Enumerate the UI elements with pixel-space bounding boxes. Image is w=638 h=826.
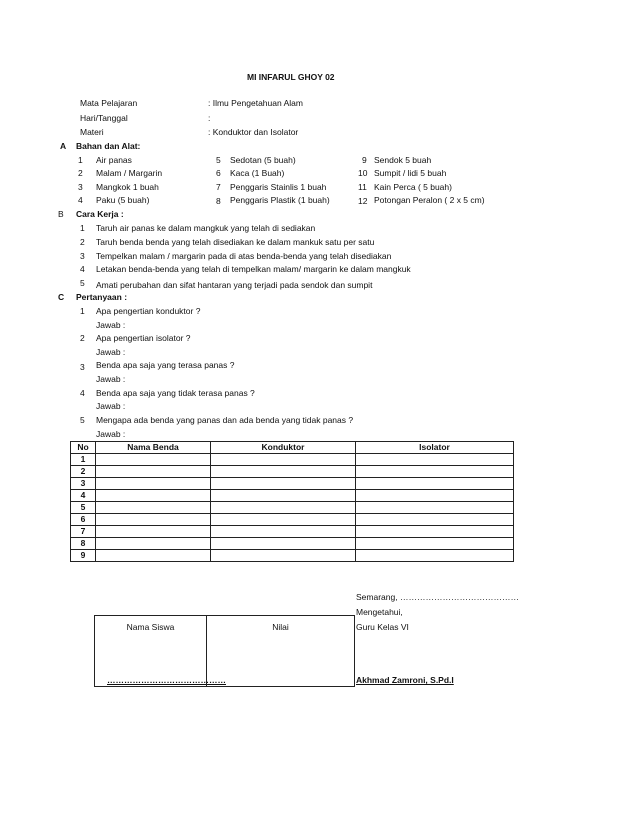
section-c-heading: Pertanyaan : [76,292,128,302]
table-row [71,550,514,562]
material-item: Kaca (1 Buah) [230,168,285,178]
insulator-cell[interactable] [356,490,514,502]
table-row [71,514,514,526]
material-num: 5 [216,155,221,165]
insulator-cell[interactable] [356,538,514,550]
material-item: Mangkok 1 buah [96,182,159,192]
material-item: Sendok 5 buah [374,155,432,165]
question-text: Apa pengertian konduktor ? [96,306,201,316]
material-item: Potongan Peralon ( 2 x 5 cm) [374,195,485,205]
row-number: 9 [71,550,96,562]
answer-label: Jawab : [96,320,126,330]
row-number: 7 [71,526,96,538]
place-date: Semarang, …………………………………… [356,592,519,602]
step-num: 4 [80,264,85,274]
material-item: Sumpit / lidi 5 buah [374,168,447,178]
question-num: 4 [80,388,85,398]
score-box[interactable] [206,615,355,687]
insulator-cell[interactable] [356,478,514,490]
date-label: Hari/Tanggal [80,113,128,123]
conductor-cell[interactable] [211,550,356,562]
name-cell[interactable] [96,490,211,502]
score-label: Nilai [272,622,289,632]
date-value: : [208,113,211,123]
student-name-dots: …………………………………… [107,675,226,685]
name-cell[interactable] [96,514,211,526]
student-name-label: Nama Siswa [126,622,175,632]
row-number: 2 [71,466,96,478]
name-cell[interactable] [96,466,211,478]
step-text: Taruh air panas ke dalam mangkuk yang telah di sediakan [96,223,316,233]
insulator-cell[interactable] [356,550,514,562]
table-row [71,538,514,550]
row-number: 3 [71,478,96,490]
question-num: 3 [80,362,85,372]
material-item: Sedotan (5 buah) [230,155,296,165]
row-number: 5 [71,502,96,514]
section-b-letter: B [58,209,64,219]
table-row [71,466,514,478]
material-item: Malam / Margarin [96,168,163,178]
row-number: 1 [71,454,96,466]
material-item: Penggaris Plastik (1 buah) [230,195,330,205]
material-num: 8 [216,196,221,206]
material-num: 12 [358,196,368,206]
conductor-cell[interactable] [211,490,356,502]
section-a-letter: A [60,141,67,151]
name-cell[interactable] [96,550,211,562]
table-header-row [71,442,514,454]
step-text: Letakan benda-benda yang telah di tempelkan malam/ margarin ke dalam mangkuk [96,264,411,274]
table-row [71,502,514,514]
name-cell[interactable] [96,454,211,466]
question-text: Benda apa saja yang terasa panas ? [96,360,235,370]
answer-label: Jawab : [96,401,126,411]
table-row [71,526,514,538]
page-title: MI INFARUL GHOY 02 [247,72,335,82]
material-item: Penggaris Stainlis 1 buah [230,182,327,192]
name-cell[interactable] [96,502,211,514]
topic-value: : Konduktor dan Isolator [208,127,299,137]
step-text: Amati perubahan dan sifat hantaran yang terjadi pada sendok dan sumpit [96,280,373,290]
material-item: Kain Perca ( 5 buah) [374,182,452,192]
insulator-cell[interactable] [356,502,514,514]
conductor-cell[interactable] [211,526,356,538]
step-num: 2 [80,237,85,247]
column-header-conductor: Konduktor [211,442,356,454]
student-name-box[interactable] [94,615,226,687]
name-cell[interactable] [96,538,211,550]
material-num: 2 [78,168,83,178]
answer-label: Jawab : [96,429,126,439]
material-item: Paku (5 buah) [96,195,150,205]
question-text: Mengapa ada benda yang panas dan ada benda yang tidak panas ? [96,415,354,425]
conductor-cell[interactable] [211,514,356,526]
material-num: 6 [216,168,221,178]
row-number: 6 [71,514,96,526]
question-text: Benda apa saja yang tidak terasa panas ? [96,388,255,398]
question-text: Apa pengertian isolator ? [96,333,191,343]
question-num: 1 [80,306,85,316]
column-header-name: Nama Benda [96,442,211,454]
answer-label: Jawab : [96,347,126,357]
subject-value: : Ilmu Pengetahuan Alam [208,98,303,108]
insulator-cell[interactable] [356,514,514,526]
topic-label: Materi [80,127,104,137]
table-row [71,490,514,502]
step-num: 1 [80,223,85,233]
name-cell[interactable] [96,478,211,490]
answer-label: Jawab : [96,374,126,384]
step-num: 3 [80,251,85,261]
section-a-heading: Bahan dan Alat: [76,141,141,151]
step-text: Tempelkan malam / margarin pada di atas benda-benda yang telah disediakan [96,251,392,261]
teacher-role: Guru Kelas VI [356,622,409,632]
column-header-insulator: Isolator [356,442,514,454]
name-cell[interactable] [96,526,211,538]
material-num: 1 [78,155,83,165]
column-header-no: No [71,442,96,454]
material-num: 7 [216,182,221,192]
material-num: 3 [78,182,83,192]
material-num: 4 [78,195,83,205]
section-c-letter: C [58,292,65,302]
insulator-cell[interactable] [356,526,514,538]
material-num: 10 [358,168,368,178]
conductor-cell[interactable] [211,466,356,478]
material-num: 9 [362,155,367,165]
question-num: 5 [80,415,85,425]
table-row [71,478,514,490]
subject-label: Mata Pelajaran [80,98,138,108]
material-item: Air panas [96,155,132,165]
teacher-name: Akhmad Zamroni, S.Pd.I [356,675,454,685]
observation-table [70,441,514,562]
insulator-cell[interactable] [356,454,514,466]
question-num: 2 [80,333,85,343]
row-number: 4 [71,490,96,502]
step-text: Taruh benda benda yang telah disediakan ke dalam mankuk satu per satu [96,237,375,247]
insulator-cell[interactable] [356,466,514,478]
section-b-heading: Cara Kerja : [76,209,124,219]
conductor-cell[interactable] [211,502,356,514]
table-row [71,454,514,466]
acknowledged-label: Mengetahui, [356,607,403,617]
conductor-cell[interactable] [211,478,356,490]
conductor-cell[interactable] [211,454,356,466]
step-num: 5 [80,278,85,288]
material-num: 11 [358,182,367,192]
conductor-cell[interactable] [211,538,356,550]
row-number: 8 [71,538,96,550]
